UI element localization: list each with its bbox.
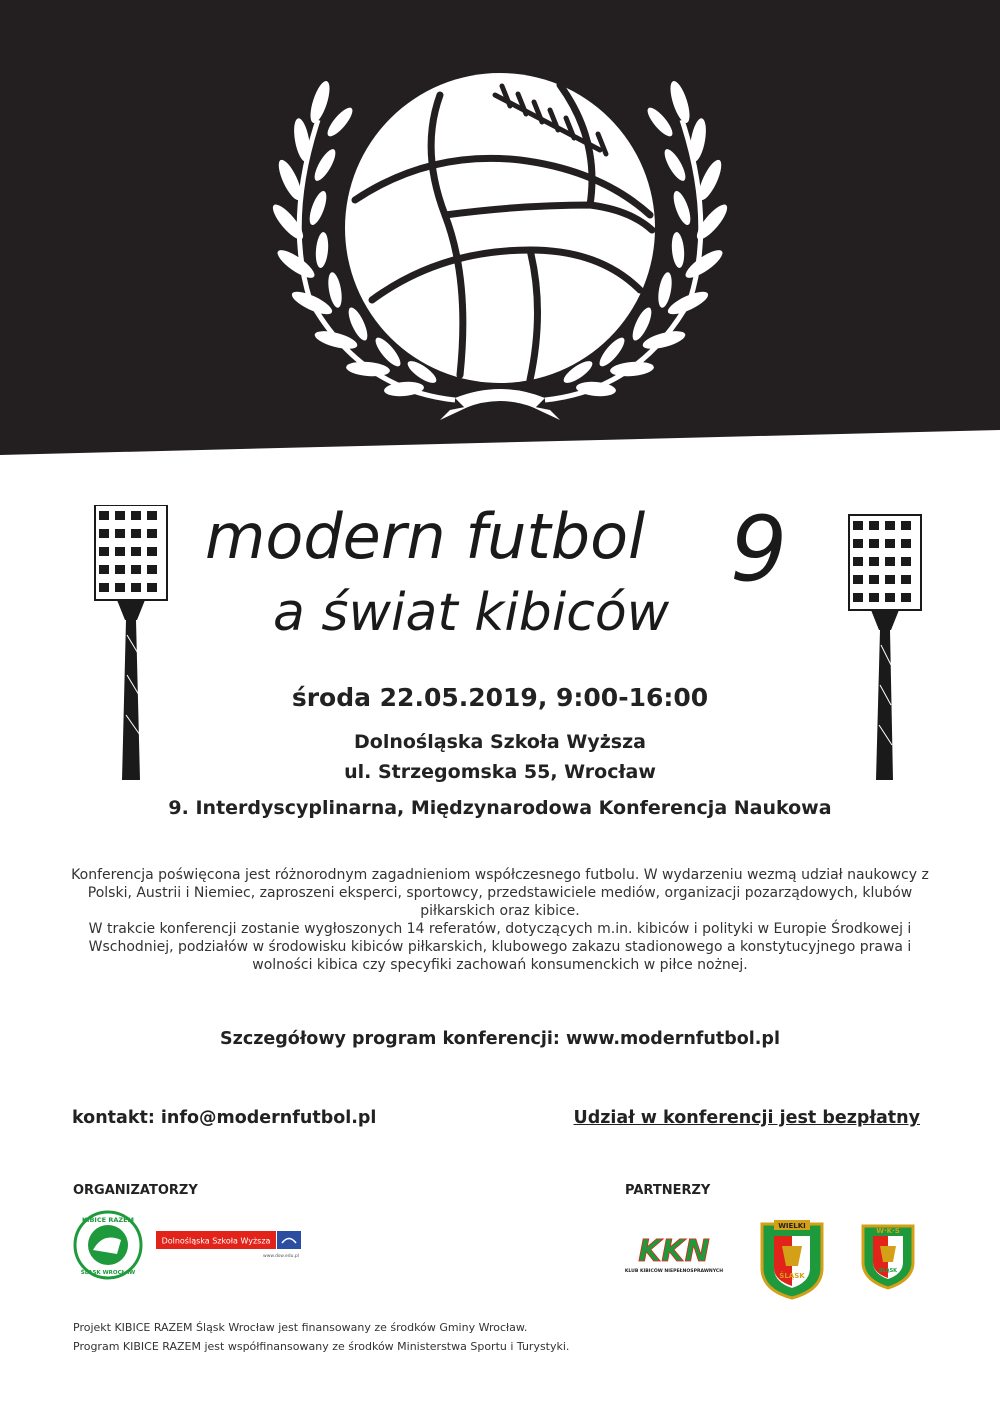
footer-line-2: Program KIBICE RAZEM jest współfinansowany ze środków Ministerstwa Sportu i Turystyki. [73,1340,570,1353]
program-link[interactable]: Szczegółowy program konferencji: www.modernfutbol.pl [220,1029,780,1049]
title-edition-number: 9 [730,497,788,602]
svg-text:KLUB KIBICÓW NIEPEŁNOSPRAWNYCH: KLUB KIBICÓW NIEPEŁNOSPRAWNYCH [624,1269,724,1274]
event-title [195,470,805,670]
free-admission-notice: Udział w konferencji jest bezpłatny [573,1108,920,1128]
wielki-slask-logo [752,1216,832,1300]
title-line2: a świat kibiców [273,583,670,643]
footer-line-1: Projekt KIBICE RAZEM Śląsk Wrocław jest finansowany ze środków Gminy Wrocław. [73,1321,528,1334]
svg-text:Dolnośląska Szkoła Wyższa: Dolnośląska Szkoła Wyższa [161,1236,271,1246]
wks-slask-logo [857,1218,919,1290]
svg-text:KIBICE RAZEM: KIBICE RAZEM [82,1216,134,1224]
svg-text:WIELKI: WIELKI [778,1222,806,1230]
funding-footer [73,1318,569,1356]
venue-name: Dolnośląska Szkoła Wyższa [354,731,646,753]
partners-label: PARTNERZY [625,1183,711,1198]
organizers-label: ORGANIZATORZY [73,1183,198,1198]
football-icon [345,73,655,383]
banner-graphic [0,0,1000,455]
description-paragraph-1: Konferencja poświęcona jest różnorodnym zagadnieniom współczesnego futbolu. W wydarzeniu wezmą udział naukowcy z Polski, Austrii i Niemiec, zaproszeni eksperci, sportowcy, przedstawiciele mediów, organizacji pozarządowych, klubów piłkarskich oraz kibice. [71,867,929,919]
svg-text:ŚLĄSK: ŚLĄSK [878,1268,898,1274]
conference-title: 9. Interdyscyplinarna, Międzynarodowa Konferencja Naukowa [168,797,832,819]
contact-email[interactable]: kontakt: info@modernfutbol.pl [72,1108,377,1128]
header-banner [0,0,1000,455]
svg-text:KKN: KKN [638,1235,710,1269]
svg-text:ŚLĄSK WROCŁAW: ŚLĄSK WROCŁAW [80,1270,136,1276]
venue-address: ul. Strzegomska 55, Wrocław [344,761,656,783]
kkn-logo [620,1235,728,1275]
svg-text:W·K·S: W·K·S [876,1227,900,1235]
event-date: środa 22.05.2019, 9:00-16:00 [291,683,709,712]
dsw-logo [156,1231,301,1259]
svg-text:www.dsw.edu.pl: www.dsw.edu.pl [263,1254,299,1259]
kibice-razem-logo [73,1210,143,1280]
event-venue [0,727,1000,787]
description-paragraph-2: W trakcie konferencji zostanie wygłoszonych 14 referatów, dotyczących m.in. kibiców i polityki w Europie Środkowej i Wschodniej, podziałów w środowisku kibiców piłkarskich, klubowego zakazu stadionowego a konstytucyjnego prawa i wolności kibica czy specyfiki zachowań konsumenckich w piłce nożnej. [88,921,912,973]
svg-text:ŚLĄSK: ŚLĄSK [779,1272,805,1280]
event-description [60,866,940,974]
title-line1: modern futbol [205,500,646,573]
